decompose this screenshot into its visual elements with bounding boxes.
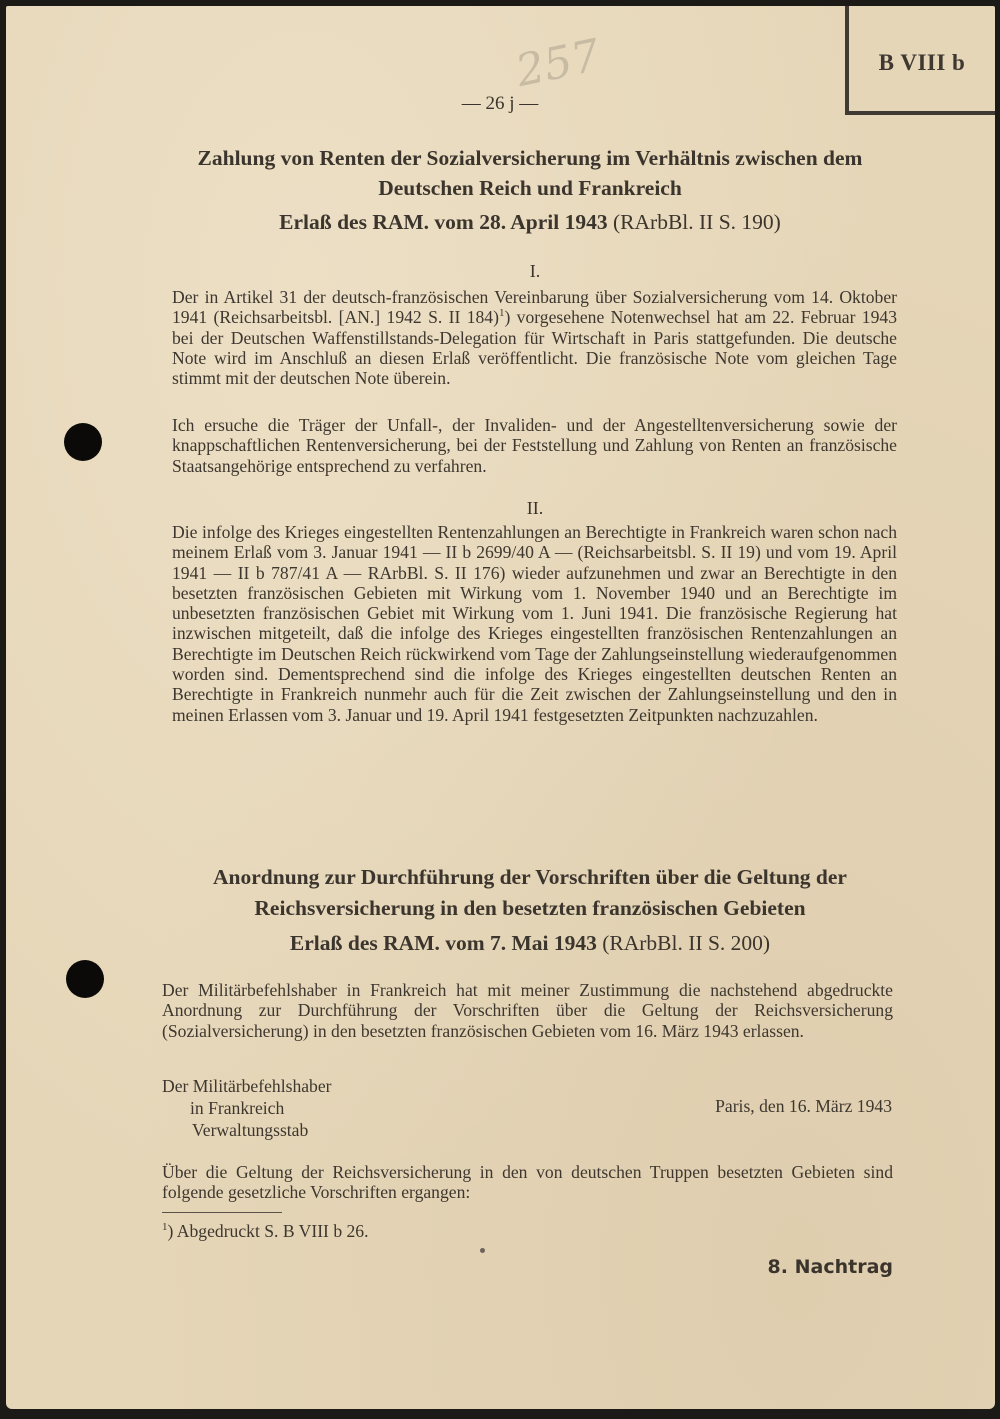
part1-paragraph1-text-b: ) vorgesehene Notenwechsel hat am 22. Februar 1943 bei der Deutschen Waffenstillstands-Delegation für Wirtschaft in Paris stattgefunden. Die deutsche Note wird im Anschluß an diesen Erlaß veröffentlicht. Die französische Note vom gleichen Tage stimmt mit der deutschen Note überein.: [172, 307, 897, 389]
section2-body-paragraph: Über die Geltung der Reichsversicherung in den von deutschen Truppen besetzten Gebieten sind folgende gesetzliche Vorschriften ergangen:: [162, 1162, 893, 1203]
signature-block: [162, 1075, 332, 1141]
part2-paragraph1: Die infolge des Krieges eingestellten Rentenzahlungen an Berechtigte in Frankreich waren schon nach meinem Erlaß vom 3. Januar 1941 — II b 2699/40 A — (Reichsarbeitsbl. S. II 19) und vom 19. April 1941 — II b 787/41 A — RArbBl. S. II 176) wieder aufzunehmen und zwar an Berechtigte in den besetzten französischen Gebieten mit Wirkung vom 1. November 1940 und an Berechtigte im unbesetzten französischen Gebiet mit Wirkung vom 1. Juni 1941. Die französische Regierung hat inzwischen mitgeteilt, daß die infolge des Krieges eingestellten französischen Rentenzahlungen an Berechtigte im Deutschen Reich rückwirkend vom Tage der Zahlungseinstellung wiederaufgenommen worden sind. Dementsprechend sind die infolge des Krieges eingestellten deutschen Renten an Berechtigte in Frankreich nunmehr auch für die Zeit zwischen der Zahlungseinstellung und den in meinen Erlassen vom 3. Januar und 19. April 1941 festgesetzten Zeitpunkten nachzuzahlen.: [172, 522, 897, 725]
footnote: [162, 1221, 369, 1242]
section2-decree-date: Erlaß des RAM. vom 7. Mai 1943: [289, 931, 597, 955]
signature-line3: Verwaltungsstab: [192, 1120, 309, 1140]
pencil-annotation: 257: [511, 29, 605, 98]
paper-speck: [480, 1248, 485, 1253]
section1-decree-date: Erlaß des RAM. vom 28. April 1943: [279, 210, 608, 234]
footnote-text: ) Abgedruckt S. B VIII b 26.: [167, 1221, 369, 1241]
part1-paragraph1-text-a: Der in Artikel 31 der deutsch-französischen Vereinbarung über Sozialversicherung vom 14. Oktober 1941 (Reichsarbeitsbl. [AN.] 1942 S. II 184): [172, 287, 897, 328]
section2-decree: [150, 928, 910, 958]
section2-decree-reference: (RArbBl. II S. 200): [602, 931, 771, 955]
section2-title-line2: Reichsversicherung in den besetzten französischen Gebieten: [254, 896, 806, 920]
part2-numeral: II.: [526, 498, 544, 518]
place-and-date: Paris, den 16. März 1943: [715, 1096, 892, 1116]
footnote-reference[interactable]: 1: [498, 307, 505, 320]
punch-hole-icon: [66, 960, 104, 998]
section1-title-line1: Zahlung von Renten der Sozialversicherung im Verhältnis zwischen dem: [197, 146, 863, 170]
part1-paragraph1: [172, 287, 897, 388]
page-number: — 26 j —: [461, 93, 539, 114]
section-label: B VIII b: [878, 50, 966, 75]
footnote-marker: 1: [162, 1221, 168, 1234]
punch-hole-icon: [64, 423, 102, 461]
section1-decree: [150, 207, 910, 237]
section1-title-line2: Deutschen Reich und Frankreich: [378, 176, 682, 200]
part1-paragraph2: Ich ersuche die Träger der Unfall-, der Invaliden- und der Angestelltenversicherung sowie der knappschaftlichen Rentenversicherung, bei der Feststellung und Zahlung von Renten an französische Staatsangehörige entsprechend zu verfahren.: [172, 415, 897, 476]
section2-intro-paragraph: Der Militärbefehlshaber in Frankreich hat mit meiner Zustimmung die nachstehend abgedruckte Anordnung zur Durchführung der Vorschriften über die Geltung der Reichsversicherung (Sozialversicherung) in den besetzten französischen Gebieten vom 16. März 1943 erlassen.: [162, 980, 893, 1041]
signature-line1: Der Militärbefehlshaber: [162, 1076, 332, 1096]
supplement-label: 8. Nachtrag: [767, 1256, 893, 1278]
section2-title-line1: Anordnung zur Durchführung der Vorschriften über die Geltung der: [213, 865, 847, 889]
signature-line2: in Frankreich: [190, 1098, 285, 1118]
footnote-divider: [162, 1212, 282, 1213]
section1-decree-reference: (RArbBl. II S. 190): [613, 210, 781, 234]
part1-numeral: I.: [529, 261, 541, 281]
